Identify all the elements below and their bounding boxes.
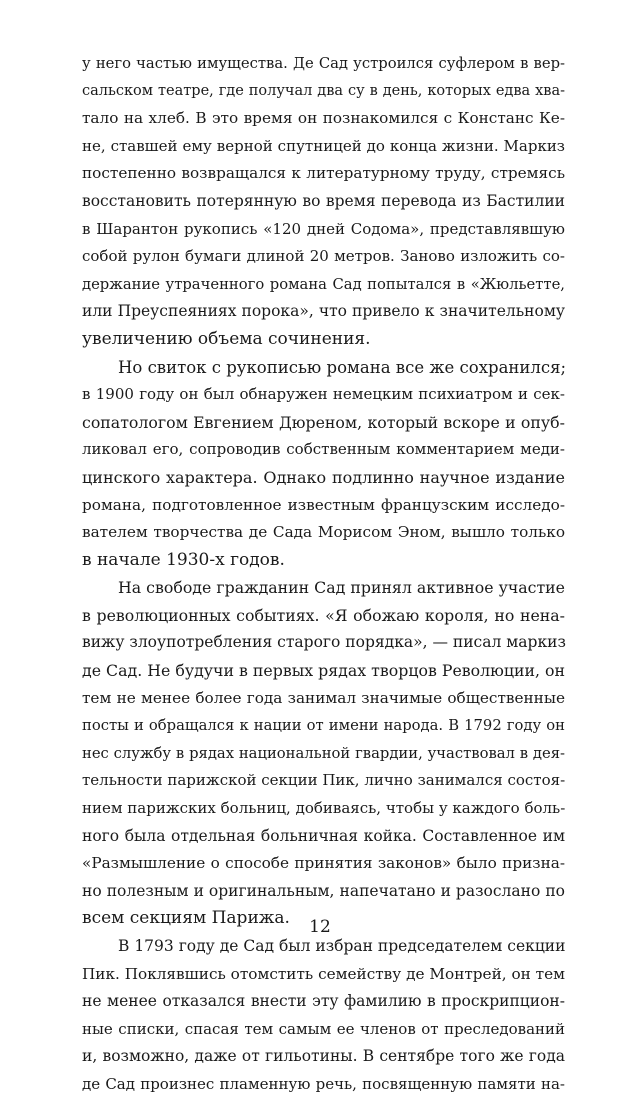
text-line: и, возможно, даже от гильотины. В сентябре того же года bbox=[82, 1047, 565, 1066]
paragraph-1 bbox=[82, 50, 565, 354]
text-line: сальском театре, где получал два су в день, которых едва хва- bbox=[82, 82, 565, 99]
text-line: в начале 1930-х годов. bbox=[82, 549, 285, 570]
text-line: в Шарантон рукопись «120 дней Содома», представлявшую bbox=[82, 219, 565, 238]
text-line: посты и обращался к нации от имени народа. В 1792 году он bbox=[82, 717, 565, 735]
text-line: постепенно возвращался к литературному труду, стремясь bbox=[82, 164, 565, 183]
page-body bbox=[82, 50, 565, 1099]
text-line: «Размышление о способе принятия законов» было призна- bbox=[82, 854, 565, 873]
paragraph-2 bbox=[82, 354, 565, 575]
text-line: вижу злоупотребления старого порядка», — писал маркиз bbox=[82, 633, 566, 652]
text-line: или Преуспеяниях порока», что привело к значительному bbox=[82, 302, 565, 321]
text-line: тало на хлеб. В это время он познакомился с Констанс Ке- bbox=[82, 109, 565, 128]
text-line: восстановить потерянную во время перевода из Бастилии bbox=[82, 191, 565, 210]
text-line: тельности парижской секции Пик, лично занимался состоя- bbox=[82, 771, 566, 790]
text-line: всем секциям Парижа. bbox=[82, 908, 290, 929]
text-line: ликовал его, сопроводив собственным комментарием меди- bbox=[82, 440, 565, 459]
text-line: сопатологом Евгением Дюреном, который вскоре и опуб- bbox=[82, 412, 565, 432]
text-line: собой рулон бумаги длиной 20 метров. Заново изложить со- bbox=[82, 247, 565, 266]
text-line: На свободе гражданин Сад принял активное участие bbox=[118, 578, 565, 598]
text-line: держание утраченного романа Сад попытался в «Жюльетте, bbox=[82, 275, 565, 293]
text-line: Пик. Поклявшись отомстить семейству де Монтрей, он тем bbox=[82, 964, 565, 983]
text-line: нес службу в рядах национальной гвардии, участвовал в дея- bbox=[82, 744, 565, 762]
text-line: в 1900 году он был обнаружен немецким психиатром и сек- bbox=[82, 385, 565, 404]
text-line: у него частью имущества. Де Сад устроился суфлером в вер- bbox=[82, 55, 565, 72]
text-line: не, ставшей ему верной спутницей до конца жизни. Маркиз bbox=[82, 136, 565, 155]
text-line: романа, подготовленное известным французским исследо- bbox=[82, 495, 565, 514]
text-line: де Сад. Не будучи в первых рядах творцов Революции, он bbox=[82, 661, 565, 681]
paragraph-3 bbox=[82, 574, 565, 933]
text-line: ные списки, спасая тем самым ее членов от преследований bbox=[82, 1019, 565, 1038]
text-line: В 1793 году де Сад был избран председателем секции bbox=[118, 937, 566, 955]
text-line: Но свиток с рукописью романа все же сохранился; bbox=[118, 357, 567, 377]
text-line: де Сад произнес пламенную речь, посвященную памяти на- bbox=[82, 1074, 565, 1093]
text-line: но полезным и оригинальным, напечатано и разослано по bbox=[82, 881, 565, 900]
text-line: тем не менее более года занимал значимые общественные bbox=[82, 688, 565, 707]
text-line: увеличению объема сочинения. bbox=[82, 328, 371, 349]
text-line: в революционных событиях. «Я обожаю короля, но нена- bbox=[82, 605, 565, 625]
text-line: цинского характера. Однако подлинно научное издание bbox=[82, 467, 565, 487]
text-line: нием парижских больниц, добиваясь, чтобы у каждого боль- bbox=[82, 799, 566, 818]
text-line: вателем творчества де Сада Морисом Эном, вышло только bbox=[82, 523, 565, 542]
text-line: не менее отказался внести эту фамилию в проскрипцион- bbox=[82, 992, 565, 1011]
page-number: 12 bbox=[309, 917, 331, 937]
text-line: ного была отдельная больничная койка. Составленное им bbox=[82, 826, 565, 845]
paragraph-4 bbox=[82, 933, 565, 1099]
